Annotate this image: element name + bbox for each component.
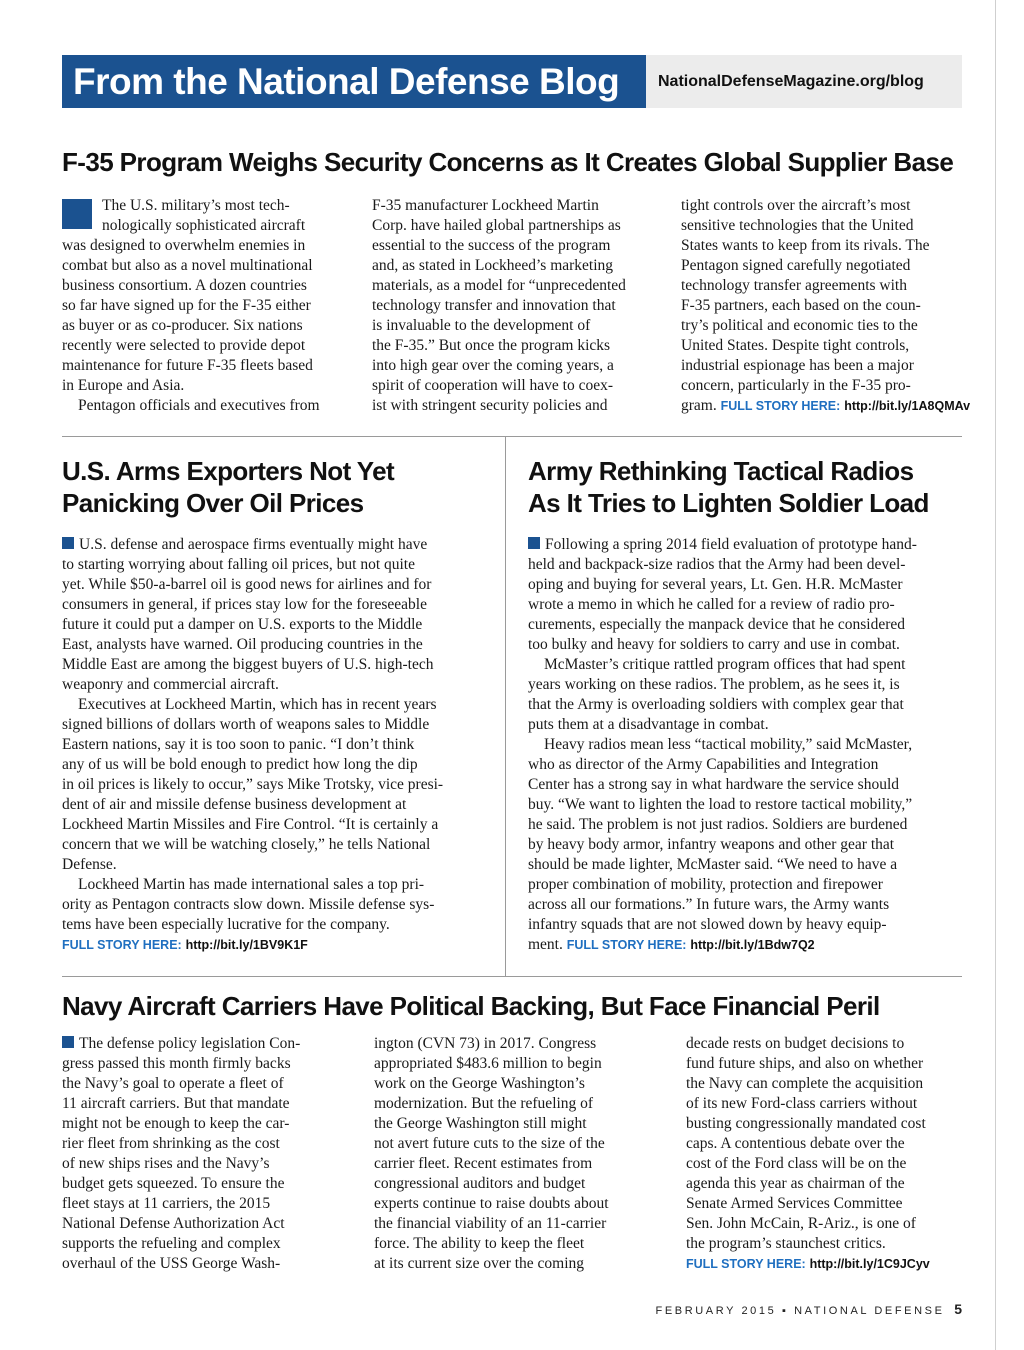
text-line: so far have signed up for the F-35 either [62, 297, 311, 314]
article-navy-column-1 [62, 1034, 352, 1274]
text-line: sensitive technologies that the United [681, 217, 914, 234]
text-line: Center has a strong say in what hardware the service should [528, 776, 900, 793]
text-line: experts continue to raise doubts about [374, 1195, 609, 1212]
text-line: buy. “We want to lighten the load to restore tactical mobility,” [528, 796, 913, 813]
text-line: tems have been especially lucrative for the company. [62, 916, 390, 933]
column-divider [505, 436, 506, 976]
footer-publication: NATIONAL DEFENSE [794, 1305, 945, 1317]
full-story-label: FULL STORY HERE: [720, 399, 841, 413]
text-line: Lockheed Martin Missiles and Fire Control. “It is certainly a [62, 816, 439, 833]
text-line: in oil prices is likely to occur,” says Mike Trotsky, vice presi- [62, 776, 444, 793]
text-line: caps. A contentious debate over the [686, 1135, 905, 1152]
text-line: consumers in general, if prices stay low for the foreseeable [62, 596, 427, 613]
text-line: Senate Armed Services Committee [686, 1195, 903, 1212]
text-line: budget gets squeezed. To ensure the [62, 1175, 285, 1192]
text-fragment: ment. [528, 936, 563, 953]
text-line: agenda this year as chairman of the [686, 1175, 905, 1192]
article-f35-column-2 [372, 196, 657, 416]
text-line: congressional auditors and budget [374, 1175, 586, 1192]
text-line: who as director of the Army Capabilities and Integration [528, 756, 879, 773]
full-story-line [62, 935, 487, 955]
text-line-with-link [681, 396, 971, 416]
article-f35-paragraph-2 [62, 396, 347, 416]
article-radios-paragraph-2 [528, 655, 962, 735]
text-line: business consortium. A dozen countries [62, 277, 307, 294]
text-line: fleet stays at 11 carriers, the 2015 [62, 1195, 271, 1212]
text-line: in Europe and Asia. [62, 377, 185, 394]
text-line: by heavy body armor, infantry weapons and other gear that [528, 836, 895, 853]
full-story-label: FULL STORY HERE: [686, 1257, 806, 1271]
text-line: wrote a memo in which he called for a review of radio pro- [528, 596, 895, 613]
bullet-square-icon [528, 537, 540, 549]
article-navy-column-2 [374, 1034, 664, 1274]
text-line: cost of the Ford class will be on the [686, 1155, 907, 1172]
article-arms-headline [62, 455, 394, 519]
article-f35-column-1 [62, 196, 347, 416]
text-line: force. The ability to keep the fleet [374, 1235, 585, 1252]
section-divider [62, 436, 962, 437]
text-line: carrier fleet. Recent estimates from [374, 1155, 593, 1172]
text-line-with-link [528, 935, 962, 955]
text-line: across all our formations.” In future wars, the Army wants [528, 896, 890, 913]
article-f35-paragraph-1 [62, 196, 347, 396]
text-line: he said. The problem is not just radios. Soldiers are burdened [528, 816, 908, 833]
text-line: The U.S. military’s most tech- [102, 197, 290, 214]
text-line [62, 1034, 352, 1054]
text-line: East, analysts have warned. Oil producing countries in the [62, 636, 423, 653]
text-line: industrial espionage has been a major [681, 357, 914, 374]
text-line: nologically sophisticated aircraft [102, 217, 306, 234]
text-line: Pentagon officials and executives from [78, 397, 320, 414]
text-line: the F-35.” But once the program kicks [372, 337, 611, 354]
article-arms-body [62, 535, 487, 955]
text-line: spirit of cooperation will have to coex- [372, 377, 614, 394]
text-fragment: The defense policy legislation Con- [79, 1035, 301, 1052]
headline-line: Panicking Over Oil Prices [62, 488, 364, 518]
banner-title: From the National Defense Blog [62, 55, 646, 108]
text-line: 11 aircraft carriers. But that mandate [62, 1095, 290, 1112]
drop-square-icon [62, 199, 92, 229]
full-story-line [686, 1254, 966, 1274]
text-line: Lockheed Martin has made international sales a top pri- [78, 876, 425, 893]
text-line: National Defense Authorization Act [62, 1215, 285, 1232]
text-fragment: U.S. defense and aerospace firms eventually might have [79, 536, 428, 553]
text-line: might not be enough to keep the car- [62, 1115, 290, 1132]
full-story-label: FULL STORY HERE: [566, 938, 687, 952]
full-story-link[interactable]: http://bit.ly/1Bdw7Q2 [690, 938, 815, 952]
text-line: is invaluable to the development of [372, 317, 591, 334]
article-navy-column-3 [686, 1034, 966, 1274]
text-line: concern, particularly in the F-35 pro- [681, 377, 911, 394]
text-line: to starting worrying about falling oil prices, but not quite [62, 556, 415, 573]
text-line: signed billions of dollars worth of weapons sales to Middle [62, 716, 430, 733]
text-line: United States. Despite tight controls, [681, 337, 910, 354]
text-line [528, 535, 962, 555]
full-story-label: FULL STORY HERE: [62, 938, 182, 952]
text-line: years working on these radios. The problem, as he sees it, is [528, 676, 900, 693]
text-line [62, 535, 487, 555]
text-line: should be made lighter, McMaster said. “We need to have a [528, 856, 898, 873]
section-divider [62, 976, 962, 977]
text-line: ist with stringent security policies and [372, 397, 608, 414]
text-line: technology transfer agreements with [681, 277, 907, 294]
text-line: Sen. John McCain, R-Ariz., is one of [686, 1215, 916, 1232]
text-line: overhaul of the USS George Wash- [62, 1255, 281, 1272]
text-line: infantry squads that are not slowed down by heavy equip- [528, 916, 887, 933]
article-radios-headline [528, 455, 929, 519]
text-line: essential to the success of the program [372, 237, 611, 254]
text-line: rier fleet from shrinking as the cost [62, 1135, 280, 1152]
text-line: the George Washington still might [374, 1115, 587, 1132]
text-line: that the Army is overloading soldiers with complex gear that [528, 696, 904, 713]
headline-line: Army Rethinking Tactical Radios [528, 456, 914, 486]
page-footer [656, 1301, 963, 1317]
text-line: McMaster’s critique rattled program offices that had spent [544, 656, 906, 673]
article-arms-paragraph-3 [62, 875, 487, 935]
article-navy-headline: Navy Aircraft Carriers Have Political Backing, But Face Financial Peril [62, 991, 880, 1021]
text-line: Eastern nations, say it is too soon to panic. “I don’t think [62, 736, 415, 753]
article-f35-column-3 [681, 196, 971, 416]
bullet-square-icon [62, 1036, 74, 1048]
text-line: into high gear over the coming years, a [372, 357, 614, 374]
blog-banner [62, 55, 962, 108]
text-line: recently were selected to provide depot [62, 337, 306, 354]
article-arms-paragraph-1 [62, 535, 487, 695]
text-line: any of us will be bold enough to predict how long the dip [62, 756, 418, 773]
text-line: the program’s staunchest critics. [686, 1235, 886, 1252]
text-line: tight controls over the aircraft’s most [681, 197, 911, 214]
text-line: materials, as a model for “unprecedented [372, 277, 626, 294]
text-line: F-35 partners, each based on the coun- [681, 297, 921, 314]
text-line: the Navy can complete the acquisition [686, 1075, 924, 1092]
text-line: the Navy’s goal to operate a fleet of [62, 1075, 284, 1092]
text-line: Middle East are among the biggest buyers of U.S. high-tech [62, 656, 434, 673]
text-line: too bulky and heavy for soldiers to carry and use in combat. [528, 636, 900, 653]
headline-line: U.S. Arms Exporters Not Yet [62, 456, 395, 486]
full-story-link[interactable]: http://bit.ly/1C9JCyv [809, 1257, 930, 1271]
text-line: dent of air and missile defense business development at [62, 796, 407, 813]
article-f35-headline: F-35 Program Weighs Security Concerns as It Creates Global Supplier Base [62, 147, 954, 177]
text-line: technology transfer and innovation that [372, 297, 616, 314]
article-radios-paragraph-1 [528, 535, 962, 655]
text-line: curements, especially the manpack device that he considered [528, 616, 906, 633]
text-line: decade rests on budget decisions to [686, 1035, 905, 1052]
text-fragment: gram. [681, 397, 717, 414]
text-line: oping and buying for several years, Lt. Gen. H.R. McMaster [528, 576, 903, 593]
text-line: modernization. But the refueling of [374, 1095, 594, 1112]
text-line: Defense. [62, 856, 117, 873]
bullet-square-icon [62, 537, 74, 549]
text-line: future it could put a damper on U.S. exports to the Middle [62, 616, 423, 633]
full-story-link[interactable]: http://bit.ly/1BV9K1F [185, 938, 308, 952]
text-line: concern that we will be watching closely,” he tells National [62, 836, 431, 853]
text-line: F-35 manufacturer Lockheed Martin [372, 197, 599, 214]
text-line: Executives at Lockheed Martin, which has in recent years [78, 696, 437, 713]
article-arms-paragraph-2 [62, 695, 487, 875]
text-line: was designed to overwhelm enemies in [62, 237, 306, 254]
text-line: held and backpack-size radios that the Army had been devel- [528, 556, 906, 573]
text-fragment: Following a spring 2014 field evaluation of prototype hand- [545, 536, 917, 553]
text-line: as buyer or as co-producer. Six nations [62, 317, 303, 334]
text-line: ington (CVN 73) in 2017. Congress [374, 1035, 597, 1052]
text-line: the financial viability of an 11-carrier [374, 1215, 607, 1232]
text-line: yet. While $50-a-barrel oil is good news for airlines and for [62, 576, 432, 593]
text-line: States wants to keep from its rivals. The [681, 237, 930, 254]
text-line: combat but also as a novel multinational [62, 257, 313, 274]
text-line: of new ships rises and the Navy’s [62, 1155, 270, 1172]
text-line: and, as stated in Lockheed’s marketing [372, 257, 614, 274]
text-line: try’s political and economic ties to the [681, 317, 918, 334]
text-line: ority as Pentagon contracts slow down. Missile defense sys- [62, 896, 435, 913]
footer-issue: FEBRUARY 2015 [655, 1305, 777, 1317]
text-line: at its current size over the coming [374, 1255, 585, 1272]
text-line: busting congressionally mandated cost [686, 1115, 926, 1132]
text-line: Heavy radios mean less “tactical mobility,” said McMaster, [544, 736, 913, 753]
article-radios-paragraph-3 [528, 735, 962, 955]
text-line: work on the George Washington’s [374, 1075, 585, 1092]
text-line: gress passed this month firmly backs [62, 1055, 291, 1072]
text-line: weaponry and commercial aircraft. [62, 676, 279, 693]
text-line: appropriated $483.6 million to begin [374, 1055, 602, 1072]
banner-url-link[interactable]: NationalDefenseMagazine.org/blog [658, 73, 924, 90]
full-story-link[interactable]: http://bit.ly/1A8QMAv [844, 399, 971, 413]
text-line: supports the refueling and complex [62, 1235, 281, 1252]
text-line: proper combination of mobility, protection and firepower [528, 876, 883, 893]
text-line: Corp. have hailed global partnerships as [372, 217, 621, 234]
text-line: maintenance for future F-35 fleets based [62, 357, 313, 374]
page-edge-line [995, 0, 996, 1350]
page-number: 5 [954, 1301, 962, 1317]
footer-separator: ▪ [781, 1305, 789, 1317]
text-line: not avert future cuts to the size of the [374, 1135, 605, 1152]
text-line: of its new Ford-class carriers without [686, 1095, 918, 1112]
text-line: puts them at a disadvantage in combat. [528, 716, 769, 733]
article-radios-body [528, 535, 962, 955]
text-line: Pentagon signed carefully negotiated [681, 257, 911, 274]
headline-line: As It Tries to Lighten Soldier Load [528, 488, 929, 518]
text-line: fund future ships, and also on whether [686, 1055, 924, 1072]
